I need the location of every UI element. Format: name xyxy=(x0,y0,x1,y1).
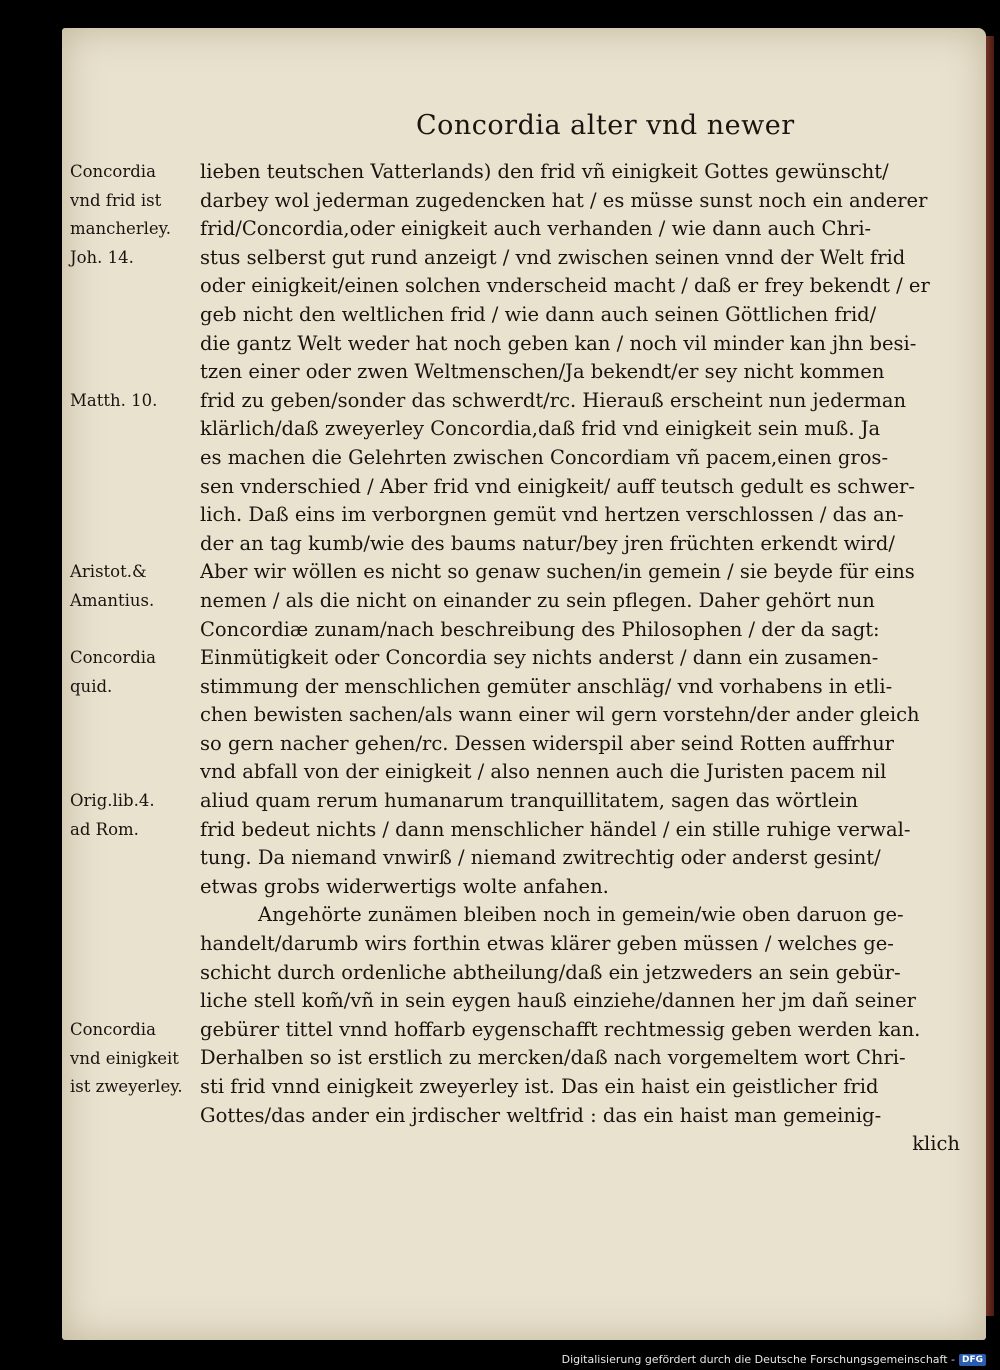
margin-note: mancherley. xyxy=(70,219,172,239)
margin-note: Orig.lib.4. xyxy=(70,791,155,811)
margin-note: ad Rom. xyxy=(70,819,139,839)
dfg-logo: DFG xyxy=(959,1354,986,1366)
text-line: oder einigkeit/einen solchen vnderscheid macht / daß er frey bekendt / er xyxy=(200,274,930,298)
text-line: klärlich/daß zweyerley Concordia,daß frid vnd einigkeit sein muß. Ja xyxy=(200,417,881,441)
text-line: schicht durch ordenliche abtheilung/daß ein jetzweders an sein gebür- xyxy=(200,960,901,984)
text-line: tung. Da niemand vnwirß / niemand zwitrechtig oder anderst gesint/ xyxy=(200,846,881,870)
text-line: darbey wol jederman zugedencken hat / es müsse sunst noch ein anderer xyxy=(200,188,928,212)
text-line: Gottes/das ander ein jrdischer weltfrid : das ein haist man gemeinig- xyxy=(200,1103,882,1127)
text-line: frid/Concordia,oder einigkeit auch verhanden / wie dann auch Chri- xyxy=(200,217,872,241)
text-line: der an tag kumb/wie des baums natur/bey jren früchten erkendt wird/ xyxy=(200,531,895,555)
footer-text: Digitalisierung gefördert durch die Deutsche Forschungsgemeinschaft - xyxy=(561,1353,955,1366)
text-line: geb nicht den weltlichen frid / wie dann auch seinen Göttlichen frid/ xyxy=(200,302,877,326)
text-line: sen vnderschied / Aber frid vnd einigkeit/ auff teutsch gedult es schwer- xyxy=(200,474,915,498)
text-line: klich xyxy=(912,1132,960,1156)
margin-note: vnd einigkeit xyxy=(70,1048,179,1068)
margin-note: Joh. 14. xyxy=(70,247,134,267)
text-line: sti frid vnnd einigkeit zweyerley ist. Das ein haist ein geistlicher frid xyxy=(200,1075,879,1098)
text-line: nemen / als die nicht on einander zu sein pflegen. Daher gehört nun xyxy=(200,588,875,612)
text-line: gebürer tittel vnnd hoffarb eygenschafft rechtmessig geben werden kan. xyxy=(200,1017,921,1041)
text-line: Angehörte zunämen bleiben noch in gemein/wie oben daruon ge- xyxy=(258,903,904,927)
margin-note: Amantius. xyxy=(70,591,155,610)
text-line: Aber wir wöllen es nicht so genaw suchen/in gemein / sie beyde für eins xyxy=(200,560,915,584)
margin-note: Concordia xyxy=(70,162,156,181)
text-line: Concordiæ zunam/nach beschreibung des Philosophen / der da sagt: xyxy=(200,617,880,641)
text-line: Einmütigkeit oder Concordia sey nichts anderst / dann ein zusamen- xyxy=(200,646,879,670)
text-line: die gantz Welt weder hat noch geben kan / noch vil minder kan jhn besi- xyxy=(200,331,917,355)
margin-note: Matth. 10. xyxy=(70,390,158,410)
text-line: Derhalben so ist erstlich zu mercken/daß nach vorgemeltem wort Chri- xyxy=(200,1046,906,1070)
text-line: stus selberst gut rund anzeigt / vnd zwischen seinen vnnd der Welt frid xyxy=(200,245,906,269)
text-line: stimmung der menschlichen gemüter anschläg/ vnd vorhabens in etli- xyxy=(200,674,893,698)
running-header: Concordia alter vnd newer xyxy=(416,110,795,141)
text-line: lich. Daß eins im verborgnen gemüt vnd hertzen verschlossen / das an- xyxy=(200,503,904,527)
text-line: so gern nacher gehen/rc. Dessen widerspil aber seind Rotten auffrhur xyxy=(200,731,894,755)
text-line: lieben teutschen Vatterlands) den frid vñ einigkeit Gottes gewünscht/ xyxy=(200,160,889,183)
margin-note: ist zweyerley. xyxy=(70,1077,183,1097)
margin-note: Concordia xyxy=(70,648,156,668)
text-line: vnd abfall von der einigkeit / also nennen auch die Juristen pacem nil xyxy=(200,760,887,784)
footer-credit xyxy=(562,1353,986,1366)
text-line: es machen die Gelehrten zwischen Concordiam vñ pacem,einen gros- xyxy=(200,445,889,469)
margin-note: quid. xyxy=(70,676,113,696)
text-line: tzen einer oder zwen Weltmenschen/Ja bekendt/er sey nicht kommen xyxy=(200,360,885,384)
text-line: liche stell kom̃/vñ in sein eygen hauß einziehe/dannen her jm dañ seiner xyxy=(200,989,916,1013)
margin-note: vnd frid ist xyxy=(70,190,162,210)
text-line: aliud quam rerum humanarum tranquillitatem, sagen das wörtlein xyxy=(200,789,859,813)
body-text xyxy=(200,158,960,1159)
margin-note: Concordia xyxy=(70,1020,156,1039)
margin-note: Aristot.& xyxy=(70,562,147,582)
text-line: frid bedeut nichts / dann menschlicher händel / ein stille ruhige verwal- xyxy=(200,817,911,841)
text-line: frid zu geben/sonder das schwerdt/rc. Hierauß erscheint nun jederman xyxy=(200,388,907,412)
text-line: handelt/darumb wirs forthin etwas klärer geben müssen / welches ge- xyxy=(200,932,894,956)
text-line: etwas grobs widerwertigs wolte anfahen. xyxy=(200,874,609,898)
text-line: chen bewisten sachen/als wann einer wil gern vorstehn/der ander gleich xyxy=(200,703,920,727)
